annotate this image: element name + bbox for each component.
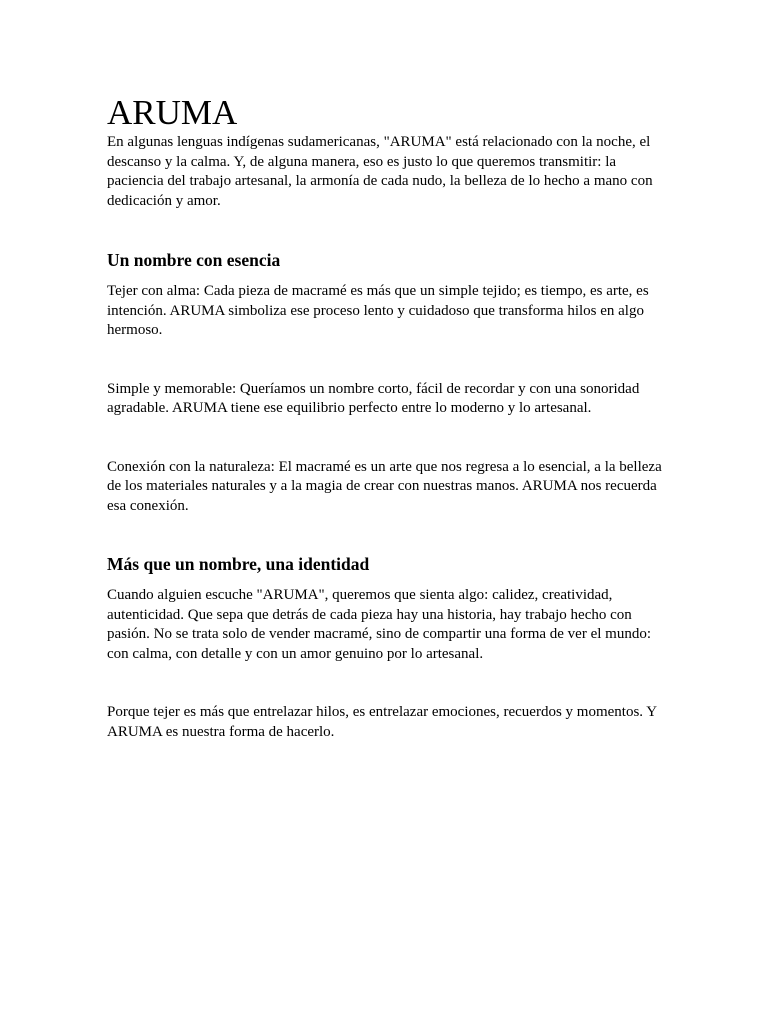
section-heading-identidad: Más que un nombre, una identidad xyxy=(107,554,370,574)
paragraph-tejer-con-alma: Tejer con alma: Cada pieza de macramé es más que un simple tejido; es tiempo, es arte, es intención. ARUMA simboliza ese proceso lento y cuidadoso que transforma hilos en algo hermoso. xyxy=(107,283,649,338)
paragraph-conexion-naturaleza: Conexión con la naturaleza: El macramé es un arte que nos regresa a lo esencial, a la belleza de los materiales naturales y a la magia de crear con nuestras manos. ARUMA nos recuerda esa conexión. xyxy=(107,458,662,514)
document-page xyxy=(107,93,663,742)
paragraph-porque-tejer: Porque tejer es más que entrelazar hilos, es entrelazar emociones, recuerdos y momentos. Y ARUMA es nuestra forma de hacerlo. xyxy=(107,704,657,740)
document-title: ARUMA xyxy=(107,93,238,132)
paragraph-cuando-alguien: Cuando alguien escuche "ARUMA", queremos que sienta algo: calidez, creatividad, autenticidad. Que sepa que detrás de cada pieza hay una historia, hay trabajo hecho con pasión. No se trata solo de vender macramé, sino de compartir una forma de ver el mundo: con calma, con detalle y con un amor genuino por lo artesanal. xyxy=(107,587,651,662)
paragraph-simple-memorable: Simple y memorable: Queríamos un nombre corto, fácil de recordar y con una sonoridad agradable. ARUMA tiene ese equilibrio perfecto entre lo moderno y lo artesanal. xyxy=(107,380,640,416)
section-heading-esencia: Un nombre con esencia xyxy=(107,250,281,270)
intro-paragraph: En algunas lenguas indígenas sudamericanas, "ARUMA" está relacionado con la noche, el descanso y la calma. Y, de alguna manera, eso es justo lo que queremos transmitir: la paciencia del trabajo artesanal, la armonía de cada nudo, la belleza de lo hecho a mano con dedicación y amor. xyxy=(107,134,653,209)
